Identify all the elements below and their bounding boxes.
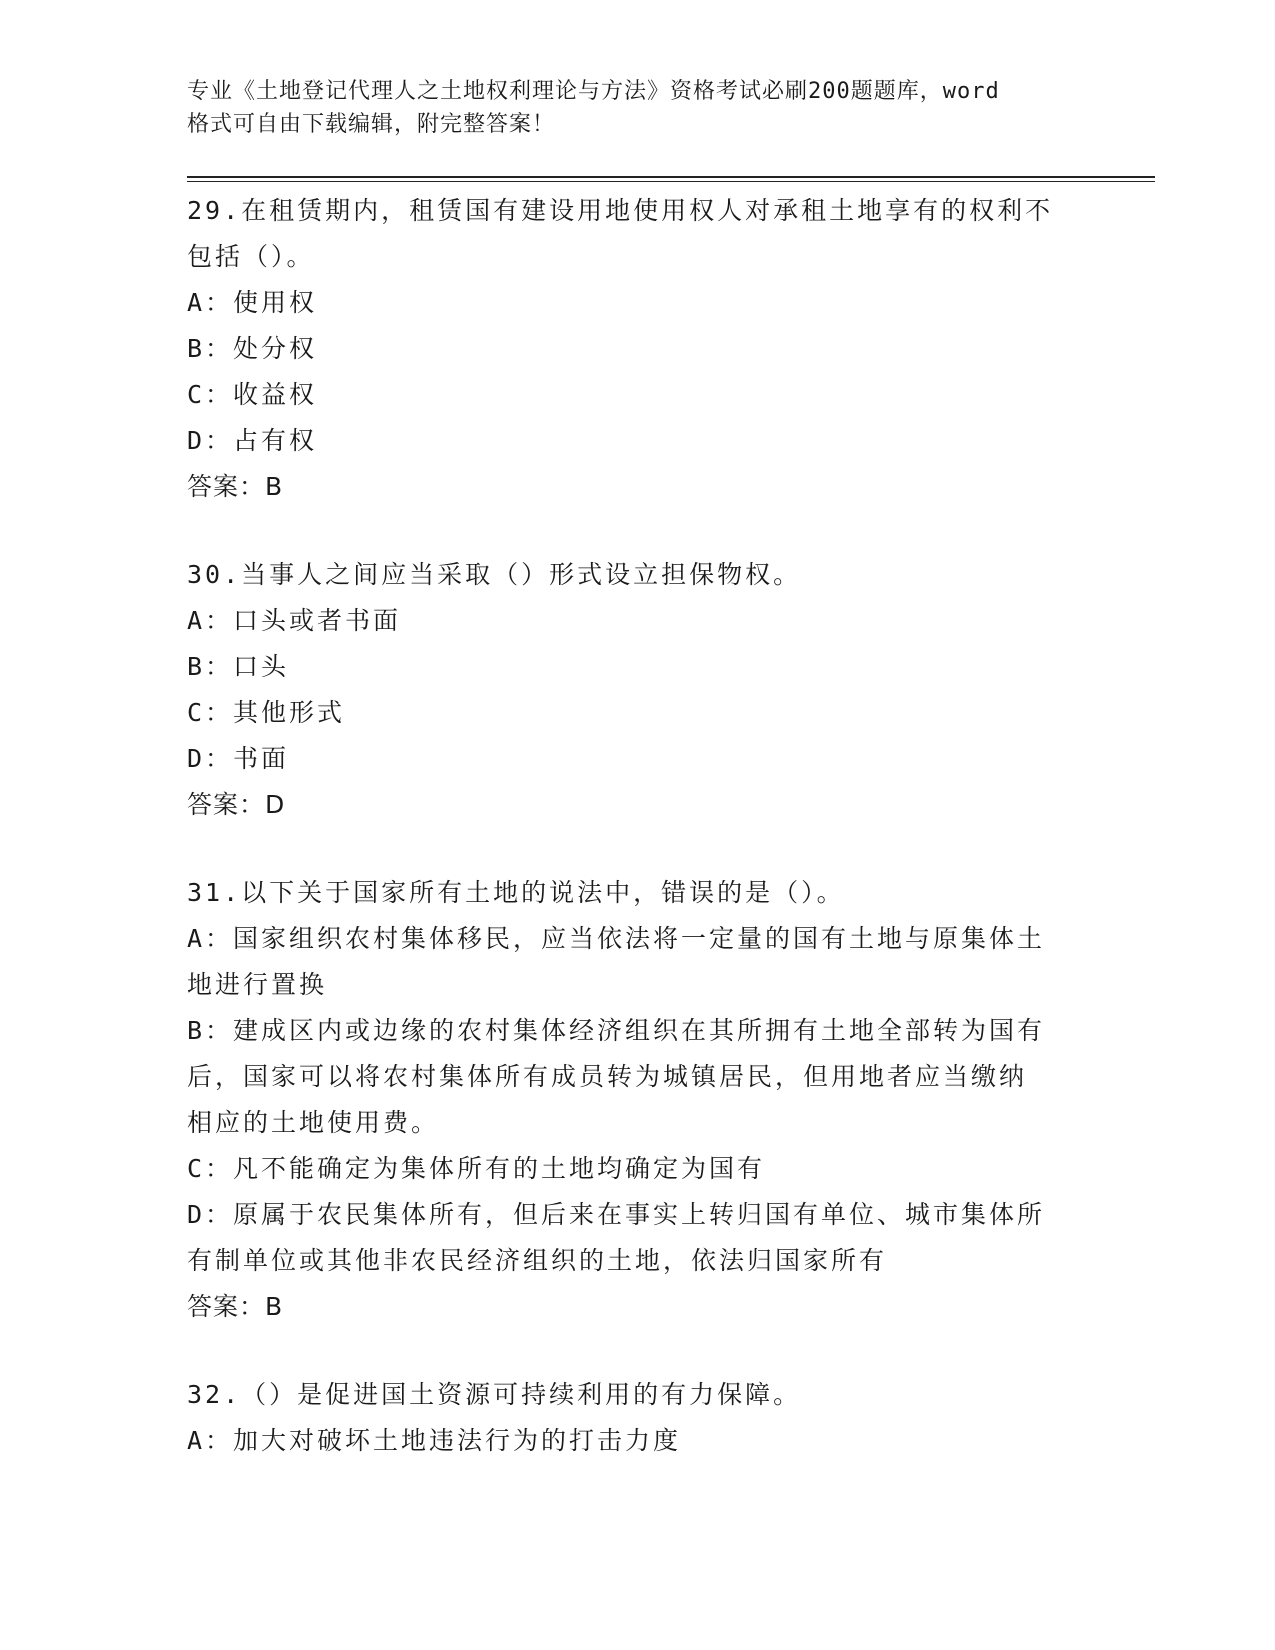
answer-line: 答案：B	[187, 472, 284, 501]
option-d: D：书面	[187, 744, 290, 773]
question-stem-line: 32.（）是促进国土资源可持续利用的有力保障。	[187, 1380, 802, 1409]
header-divider-thin	[187, 181, 1155, 182]
header-title-line-2: 格式可自由下载编辑，附完整答案！	[187, 112, 556, 137]
option-a-continued: 地进行置换	[187, 970, 328, 999]
answer-line: 答案：D	[187, 790, 286, 819]
question-32	[187, 1372, 1087, 1464]
header-title-line-1: 专业《土地登记代理人之土地权利理论与方法》资格考试必刷200题题库，word	[187, 79, 1000, 104]
option-c: C：收益权	[187, 380, 318, 409]
option-b: B：建成区内或边缘的农村集体经济组织在其所拥有土地全部转为国有	[187, 1016, 1046, 1045]
option-a: A：加大对破坏土地违法行为的打击力度	[187, 1426, 682, 1455]
question-31	[187, 870, 1087, 1330]
question-29	[187, 188, 1087, 510]
option-b-continued: 后，国家可以将农村集体所有成员转为城镇居民，但用地者应当缴纳	[187, 1062, 1028, 1091]
question-stem-line: 30.当事人之间应当采取（）形式设立担保物权。	[187, 560, 802, 589]
option-a: A：国家组织农村集体移民，应当依法将一定量的国有土地与原集体土	[187, 924, 1046, 953]
option-b-continued: 相应的土地使用费。	[187, 1108, 440, 1137]
answer-line: 答案：B	[187, 1292, 284, 1321]
option-b: B：口头	[187, 652, 290, 681]
option-d-continued: 有制单位或其他非农民经济组织的土地，依法归国家所有	[187, 1246, 888, 1275]
option-c: C：凡不能确定为集体所有的土地均确定为国有	[187, 1154, 766, 1183]
option-c: C：其他形式	[187, 698, 346, 727]
option-d: D：占有权	[187, 426, 318, 455]
header-divider-thick	[187, 176, 1155, 178]
option-a: A：使用权	[187, 288, 318, 317]
option-d: D：原属于农民集体所有，但后来在事实上转归国有单位、城市集体所	[187, 1200, 1046, 1229]
document-header	[187, 75, 1067, 141]
option-a: A：口头或者书面	[187, 606, 402, 635]
question-stem-line: 29.在租赁期内，租赁国有建设用地使用权人对承租土地享有的权利不	[187, 196, 1054, 225]
question-30	[187, 552, 1087, 828]
question-list	[187, 188, 1087, 1506]
option-b: B：处分权	[187, 334, 318, 363]
question-stem-line: 包括（）。	[187, 242, 315, 271]
question-stem-line: 31.以下关于国家所有土地的说法中，错误的是（）。	[187, 878, 845, 907]
